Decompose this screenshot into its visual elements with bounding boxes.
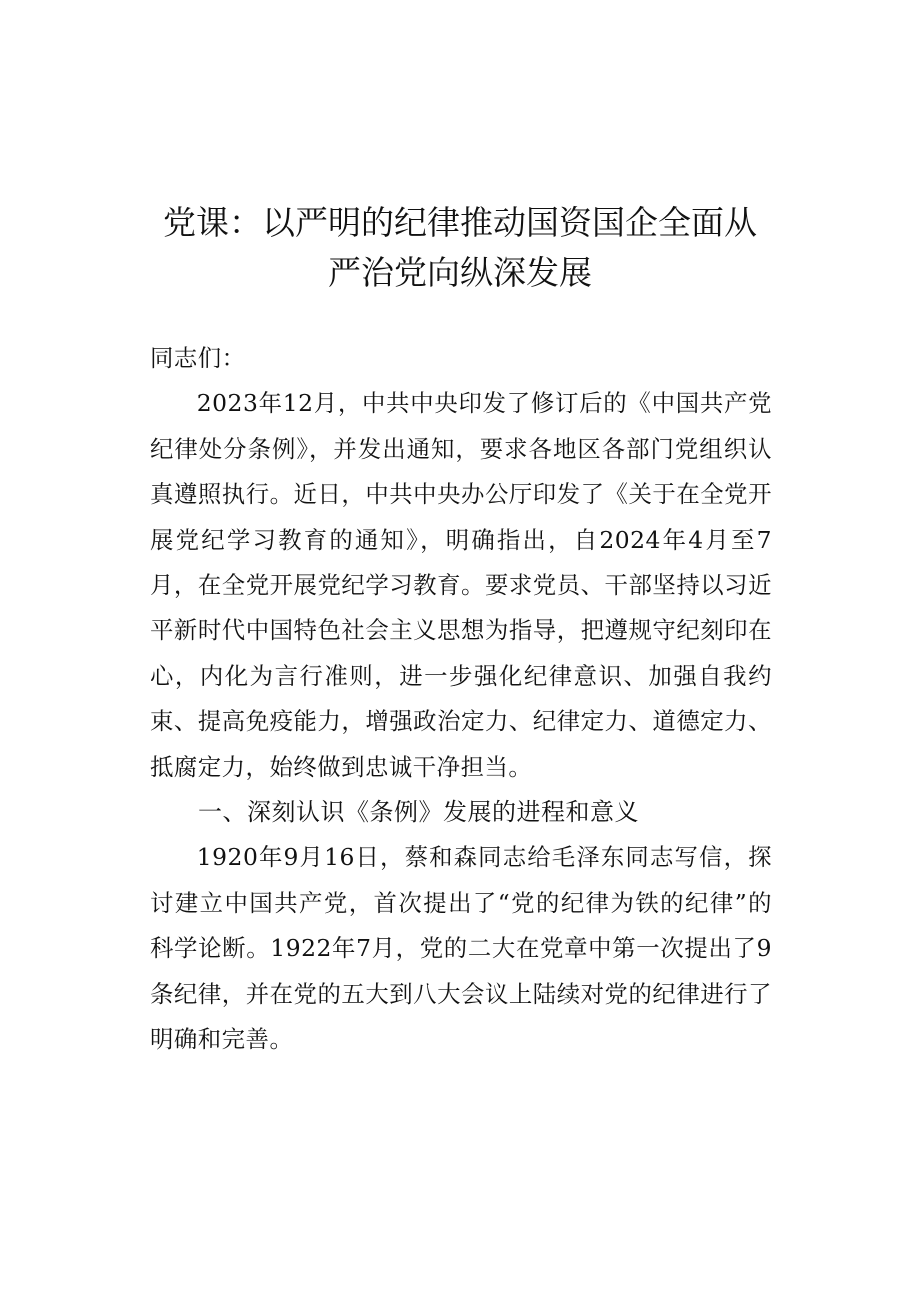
title-line-1: 党课：以严明的纪律推动国资国企全面从 (163, 203, 757, 242)
salutation: 同志们： (150, 344, 246, 372)
document-body (150, 336, 772, 1063)
section-paragraph: 1920年9月16日，蔡和森同志给毛泽东同志写信，探讨建立中国共产党，首次提出了“党的纪律为铁的纪律”的科学论断。1922年7月，党的二大在党章中第一次提出了9条纪律，并在党的五大到八大会议上陆续对党的纪律进行了明确和完善。 (150, 843, 772, 1054)
intro-paragraph: 2023年12月，中共中央印发了修订后的《中国共产党纪律处分条例》，并发出通知，要求各地区各部门党组织认真遵照执行。近日，中共中央办公厅印发了《关于在全党开展党纪学习教育的通知》，明确指出，自2024年4月至7月，在全党开展党纪学习教育。要求党员、干部坚持以习近平新时代中国特色社会主义思想为指导，把遵规守纪刻印在心，内化为言行准则，进一步强化纪律意识、加强自我约束、提高免疫能力，增强政治定力、纪律定力、道德定力、抵腐定力，始终做到忠诚干净担当。 (150, 389, 772, 781)
title-line-2: 严治党向纵深发展 (328, 253, 592, 292)
document-title (150, 198, 770, 298)
section-heading: 一、深刻认识《条例》发展的进程和意义 (198, 798, 639, 827)
